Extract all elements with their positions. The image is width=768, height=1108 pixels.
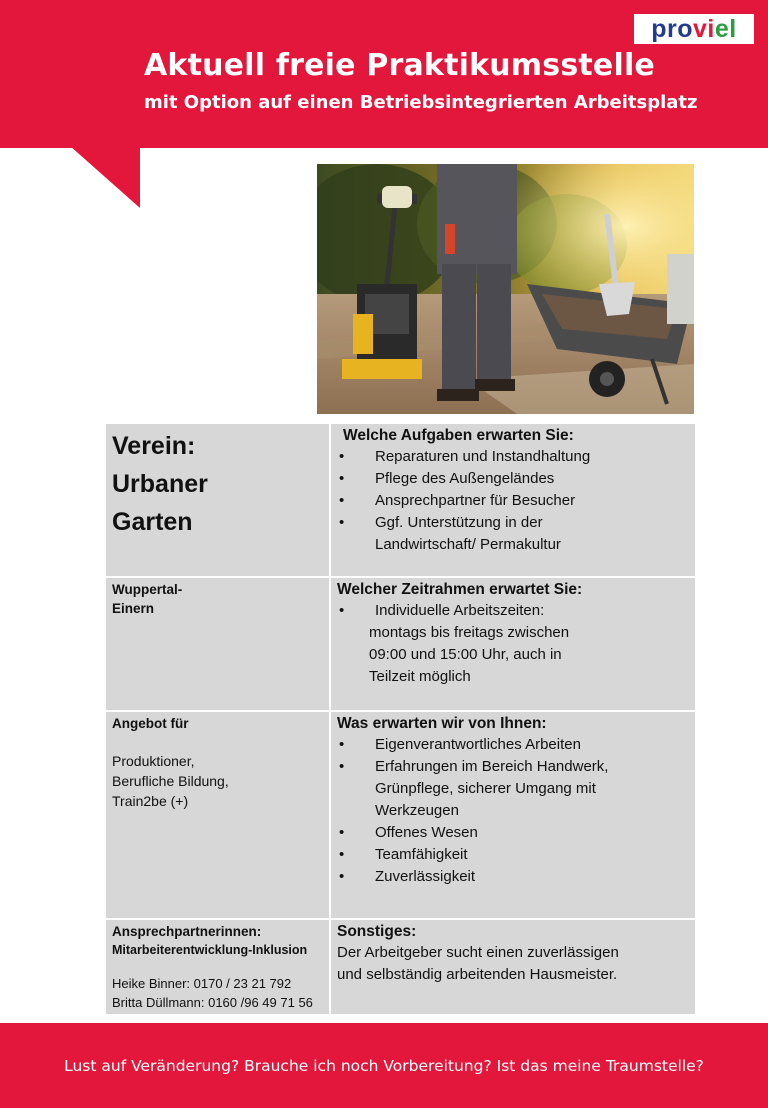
contact-department: Mitarbeiterentwicklung-Inklusion — [112, 943, 308, 957]
bullet-icon: • — [339, 492, 345, 509]
bullet-icon: • — [339, 824, 345, 841]
offer-line: Berufliche Bildung, — [112, 773, 229, 789]
logo-text-vi: vi — [693, 15, 715, 43]
timeframe-text: montags bis freitags zwischen — [369, 624, 570, 641]
list-item: • Ggf. Unterstützung in der — [337, 512, 689, 534]
tasks-heading: Welche Aufgaben erwarten Sie: — [343, 427, 574, 444]
table-row — [105, 423, 696, 577]
misc-text: und selbständig arbeitenden Hausmeister. — [337, 966, 618, 983]
tasks-cell — [330, 423, 696, 577]
bullet-icon: • — [339, 448, 345, 465]
company-cell — [105, 423, 330, 577]
footer-text: Lust auf Veränderung? Brauche ich noch Vorbereitung? Ist das meine Traumstelle? — [64, 1056, 704, 1075]
contact-heading: Ansprechpartnerinnen: — [112, 924, 262, 939]
worker-photo — [317, 164, 694, 414]
timeframe-cell — [330, 577, 696, 711]
table-row — [105, 577, 696, 711]
contact-person: Heike Binner: 0170 / 23 21 792 — [112, 976, 292, 991]
offer-cell — [105, 711, 330, 919]
logo-text-pro: pro — [651, 15, 694, 43]
expectations-cell — [330, 711, 696, 919]
list-item-continuation: Landwirtschaft/ Permakultur — [375, 536, 561, 553]
tasks-list — [337, 446, 689, 556]
bullet-icon: • — [339, 602, 345, 619]
location-line: Wuppertal- — [112, 582, 183, 597]
proviel-logo — [634, 14, 754, 44]
timeframe-heading: Welcher Zeitrahmen erwartet Sie: — [337, 581, 583, 598]
list-item-continuation: Werkzeugen — [375, 802, 459, 819]
bullet-icon: • — [339, 736, 345, 753]
page-subtitle: mit Option auf einen Betriebsintegrierten Arbeitsplatz — [144, 92, 698, 113]
logo-text-el: el — [714, 15, 737, 43]
company-title-line: Urbaner — [112, 470, 208, 498]
offer-heading: Angebot für — [112, 716, 189, 731]
company-title-line: Garten — [112, 508, 193, 536]
bullet-icon: • — [339, 868, 345, 885]
table-row — [105, 711, 696, 919]
misc-cell — [330, 919, 696, 1015]
bullet-icon: • — [339, 514, 345, 531]
table-row — [105, 919, 696, 1015]
timeframe-text: 09:00 und 15:00 Uhr, auch in — [369, 646, 562, 663]
expectations-heading: Was erwarten wir von Ihnen: — [337, 715, 547, 732]
list-item-continuation: Grünpflege, sicherer Umgang mit — [375, 780, 596, 797]
timeframe-text: Teilzeit möglich — [369, 668, 471, 685]
bullet-icon: • — [339, 846, 345, 863]
misc-text: Der Arbeitgeber sucht einen zuverlässigen — [337, 944, 619, 961]
location-cell — [105, 577, 330, 711]
info-table — [104, 422, 697, 1016]
contact-cell — [105, 919, 330, 1015]
timeframe-list — [337, 600, 689, 622]
bullet-icon: • — [339, 470, 345, 487]
list-item: • Teamfähigkeit — [337, 844, 689, 866]
list-item: • Individuelle Arbeitszeiten: — [337, 600, 689, 622]
contact-person: Britta Düllmann: 0160 /96 49 71 56 — [112, 995, 313, 1010]
bullet-icon: • — [339, 758, 345, 775]
list-item: • Pflege des Außengeländes — [337, 468, 689, 490]
misc-heading: Sonstiges: — [337, 923, 417, 940]
list-item: • Eigenverantwortliches Arbeiten — [337, 734, 689, 756]
offer-line: Produktioner, — [112, 753, 195, 769]
list-item: • Zuverlässigkeit — [337, 866, 689, 888]
page-title: Aktuell freie Praktikumsstelle — [144, 48, 655, 83]
speech-bubble-tail — [0, 146, 160, 210]
footer-banner — [0, 1023, 768, 1108]
company-title-line: Verein: — [112, 432, 196, 460]
list-item: • Ansprechpartner für Besucher — [337, 490, 689, 512]
expectations-list — [337, 734, 689, 888]
list-item: • Reparaturen und Instandhaltung — [337, 446, 689, 468]
offer-line: Train2be (+) — [112, 793, 189, 809]
list-item: • Erfahrungen im Bereich Handwerk, — [337, 756, 689, 778]
location-line: Einern — [112, 601, 155, 616]
list-item: • Offenes Wesen — [337, 822, 689, 844]
